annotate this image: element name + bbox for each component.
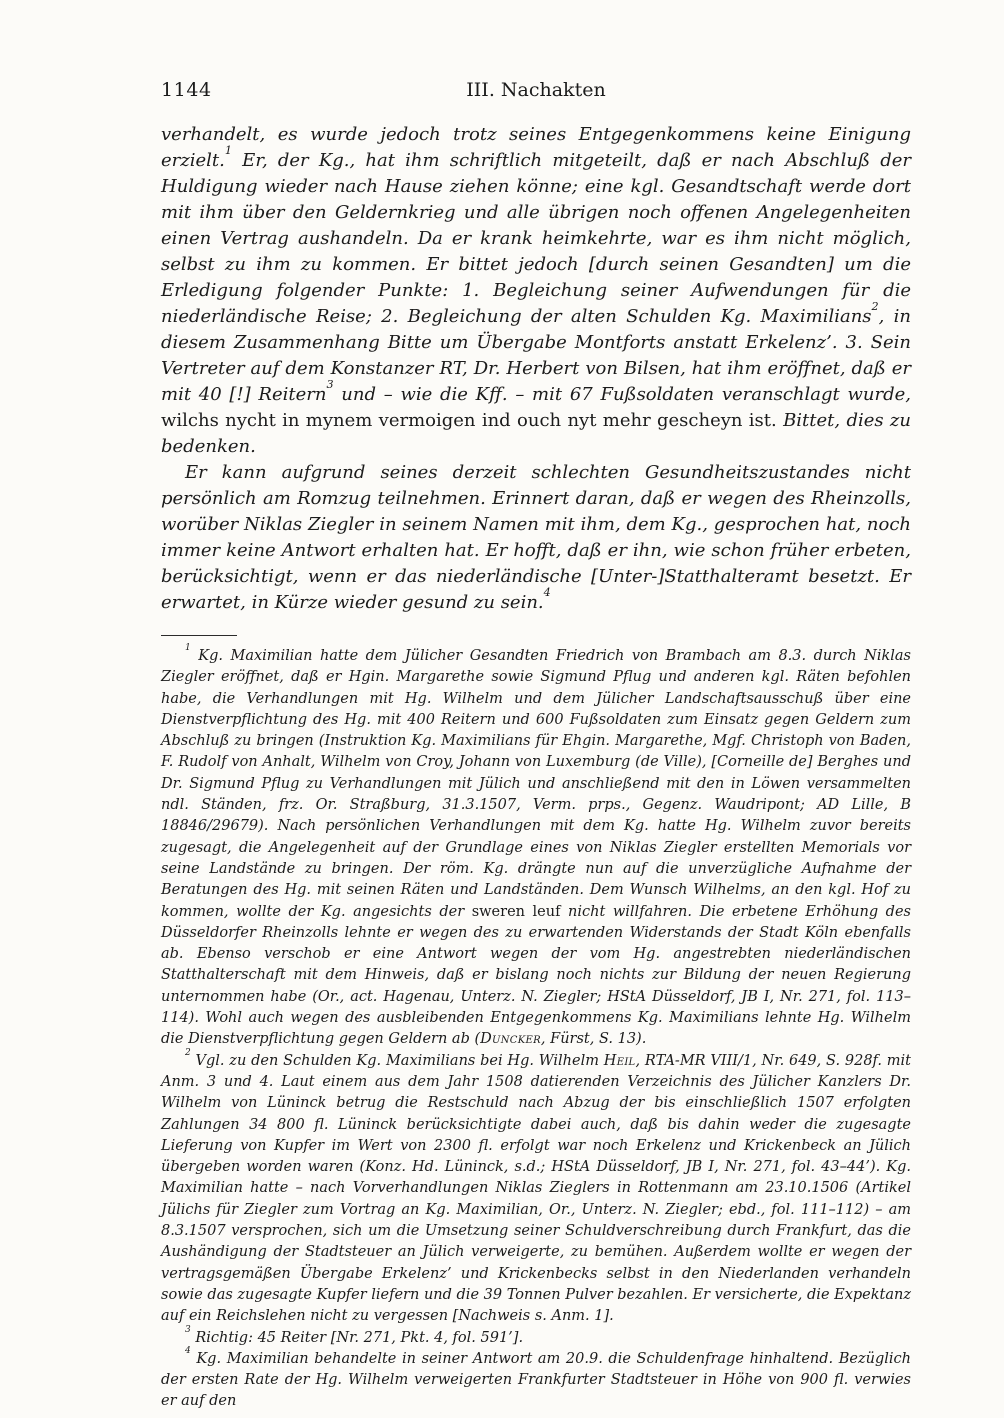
text-segment: Richtig: 45 Reiter [Nr. 271, Pkt. 4, fol. 591’]. xyxy=(190,1329,524,1346)
main-paragraph-2 xyxy=(161,460,911,616)
text-segment: sweren leuf xyxy=(471,903,561,920)
footnote-marker: 4 xyxy=(543,585,551,599)
footnote-1 xyxy=(161,643,911,1051)
text-segment: und – wie die Kff. – mit 67 Fußsoldaten veranschlagt wurde, xyxy=(333,384,911,405)
footnote-marker: 1 xyxy=(224,143,232,157)
text-segment: , in diesem Zusammenhang Bitte um Übergabe Montforts anstatt Erkelenz’. 3. Sein Vertreter auf dem Konstanzer RT, Dr. Herbert von Bilsen, hat ihm eröffnet, daß er mit 40 [!] Reitern xyxy=(161,306,911,405)
text-segment: verhandelt, es wurde jedoch trotz seines Entgegenkommens keine Einigung erzielt. xyxy=(161,124,911,171)
text-segment: , Fürst, S. 13). xyxy=(540,1031,647,1048)
main-paragraph-1 xyxy=(161,122,911,460)
footnote-marker: 1 xyxy=(185,643,191,654)
footnote-marker: 3 xyxy=(326,377,334,391)
page-header xyxy=(161,78,911,102)
main-text xyxy=(161,122,911,616)
running-title: III. Nachakten xyxy=(466,79,606,101)
footnote-3 xyxy=(161,1324,911,1349)
text-segment: Kg. Maximilian behandelte in seiner Antwort am 20.9. die Schuldenfrage hinhaltend. Bezüglich der ersten Rate der Hg. Wilhelm verweigerten Frankfurter Stadtsteuer in Höhe von 900 fl. verwies er auf den xyxy=(161,1350,911,1410)
footnote-marker: 4 xyxy=(185,1345,191,1356)
footnote-separator xyxy=(161,635,237,636)
page-number: 1144 xyxy=(161,79,212,101)
footnote-marker: 2 xyxy=(871,299,879,313)
text-segment: Er, der Kg., hat ihm schriftlich mitgeteilt, daß er nach Abschluß der Huldigung wieder nach Hause ziehen könne; eine kgl. Gesandtschaft werde dort mit ihm über den Geldernkrieg und alle übrigen noch offenen Angelegenheiten einen Vertrag aushandeln. Da er krank heimkehrte, war es ihm nicht möglich, selbst zu ihm zu kommen. Er bittet jedoch [durch seinen Gesandten] um die Erledigung folgender Punkte: 1. Begleichung seiner Aufwendungen für die niederländische Reise; 2. Begleichung der alten Schulden Kg. Maximilians xyxy=(161,150,911,327)
footnote-2 xyxy=(161,1047,912,1328)
text-segment: Er kann aufgrund seines derzeit schlechten Gesundheitszustandes nicht persönlich am Romzug teilnehmen. Erinnert daran, daß er wegen des Rheinzolls, worüber Niklas Ziegler in seinem Namen mit ihm, dem Kg., gesprochen hat, noch immer keine Antwort erhalten hat. Er hofft, daß er ihn, wie schon früher erbeten, berücksichtigt, wenn er das niederländische [Unter-]Statthalteramt besetzt. Er erwartet, in Kürze wieder gesund zu sein. xyxy=(161,462,911,613)
text-segment: Duncker xyxy=(480,1031,541,1048)
footnote-4 xyxy=(161,1345,911,1413)
footnote-marker: 2 xyxy=(185,1047,191,1058)
text-segment: , RTA-MR VIII/1, Nr. 649, S. 928f. mit Anm. 3 und 4. Laut einem aus dem Jahr 1508 datierenden Verzeichnis des Jülicher Kanzlers Dr. Wilhelm von Lüninck betrug die Restschuld nach Abzug der bis einschließlich 1507 erfolgten Zahlungen 34 800 fl. Lüninck berücksichtigte dabei auch, daß bis dahin weder die zugesagte Lieferung von Kupfer im Wert von 2300 fl. erfolgt war noch Erkelenz und Krickenbeck an Jülich übergeben worden waren (Konz. Hd. Lüninck, s.d.; HStA Düsseldorf, JB I, Nr. 271, fol. 43–44’). Kg. Maximilian hatte – nach Vorverhandlungen Niklas Zieglers in Rottenmann am 23.10.1506 (Artikel Jülichs für Ziegler zum Vortrag an Kg. Maximilian, Or., Unterz. N. Ziegler; ebd., fol. 111–112) – am 8.3.1507 versprochen, sich um die Umsetzung seiner Schuldverschreibung durch Frankfurt, das die Aushändigung der Stadtsteuer an Jülich verweigerte, zu bemühen. Außerdem wollte er wegen der vertragsgemäßen Übergabe Erkelenz’ und Krickenbecks selbst in den Niederlanden verhandeln sowie das zugesagte Kupfer liefern und die 39 Tonnen Pulver bezahlen. Er versicherte, die Expektanz auf ein Reichslehen nicht zu vergessen [Nachweis s. Anm. 1]. xyxy=(161,1052,912,1325)
text-segment: Kg. Maximilian hatte dem Jülicher Gesandten Friedrich von Brambach am 8.3. durch Niklas Ziegler eröffnet, daß er Hgin. Margarethe sowie Sigmund Pflug und anderen kgl. Räten befohlen habe, die Verhandlungen mit Hg. Wilhelm und dem Jülicher Landschaftsausschuß über eine Dienstverpflichtung des Hg. mit 400 Reitern und 600 Fußsoldaten zum Einsatz gegen Geldern zum Abschluß zu bringen (Instruktion Kg. Maximilians für Ehgin. Margarethe, Mgf. Christoph von Baden, F. Rudolf von Anhalt, Wilhelm von Croy, Johann von Luxemburg (de Ville), [Corneille de] Berghes und Dr. Sigmund Pflug zu Verhandlungen mit Jülich und anschließend mit den in Löwen versammelten ndl. Ständen, frz. Or. Straßburg, 31.3.1507, Verm. prps., Gegenz. Waudripont; AD Lille, B 18846/29679). Nach persönlichen Verhandlungen mit dem Kg. hatte Hg. Wilhelm zuvor bereits zugesagt, die Angelegenheit auf der Grundlage eines von Niklas Ziegler erstellten Memorials vor seine Landstände zu bringen. Der röm. Kg. drängte nun auf die unverzügliche Aufnahme der Beratungen des Hg. mit seinen Räten und Landständen. Dem Wunsch Wilhelms, an den kgl. Hof zu kommen, wollte der Kg. angesichts der xyxy=(161,648,911,920)
footnotes-section xyxy=(161,643,912,1413)
text-segment: Heil xyxy=(603,1052,636,1069)
footnote-marker: 3 xyxy=(185,1324,191,1335)
text-segment: wilchs nycht in mynem vermoigen ind ouch nyt mehr gescheyn ist. xyxy=(161,410,777,431)
text-segment: Vgl. zu den Schulden Kg. Maximilians bei Hg. Wilhelm xyxy=(190,1052,604,1069)
text-segment: nicht willfahren. Die erbetene Erhöhung des Düsseldorfer Rheinzolls lehnte er wegen des zu erwartenden Widerstands der Stadt Köln ebenfalls ab. Ebenso verschob er eine Antwort wegen der vom Hg. angestrebten niederländischen Statthalterschaft mit dem Hinweis, daß er bislang noch nichts zur Bildung der neuen Regierung unternommen habe (Or., act. Hagenau, Unterz. N. Ziegler; HStA Düsseldorf, JB I, Nr. 271, fol. 113–114). Wohl auch wegen des ausbleibenden Entgegenkommens Kg. Maximilians lehnte Hg. Wilhelm die Dienstverpflichtung gegen Geldern ab ( xyxy=(161,903,911,1048)
text-segment: Bittet, dies zu bedenken. xyxy=(161,410,911,457)
